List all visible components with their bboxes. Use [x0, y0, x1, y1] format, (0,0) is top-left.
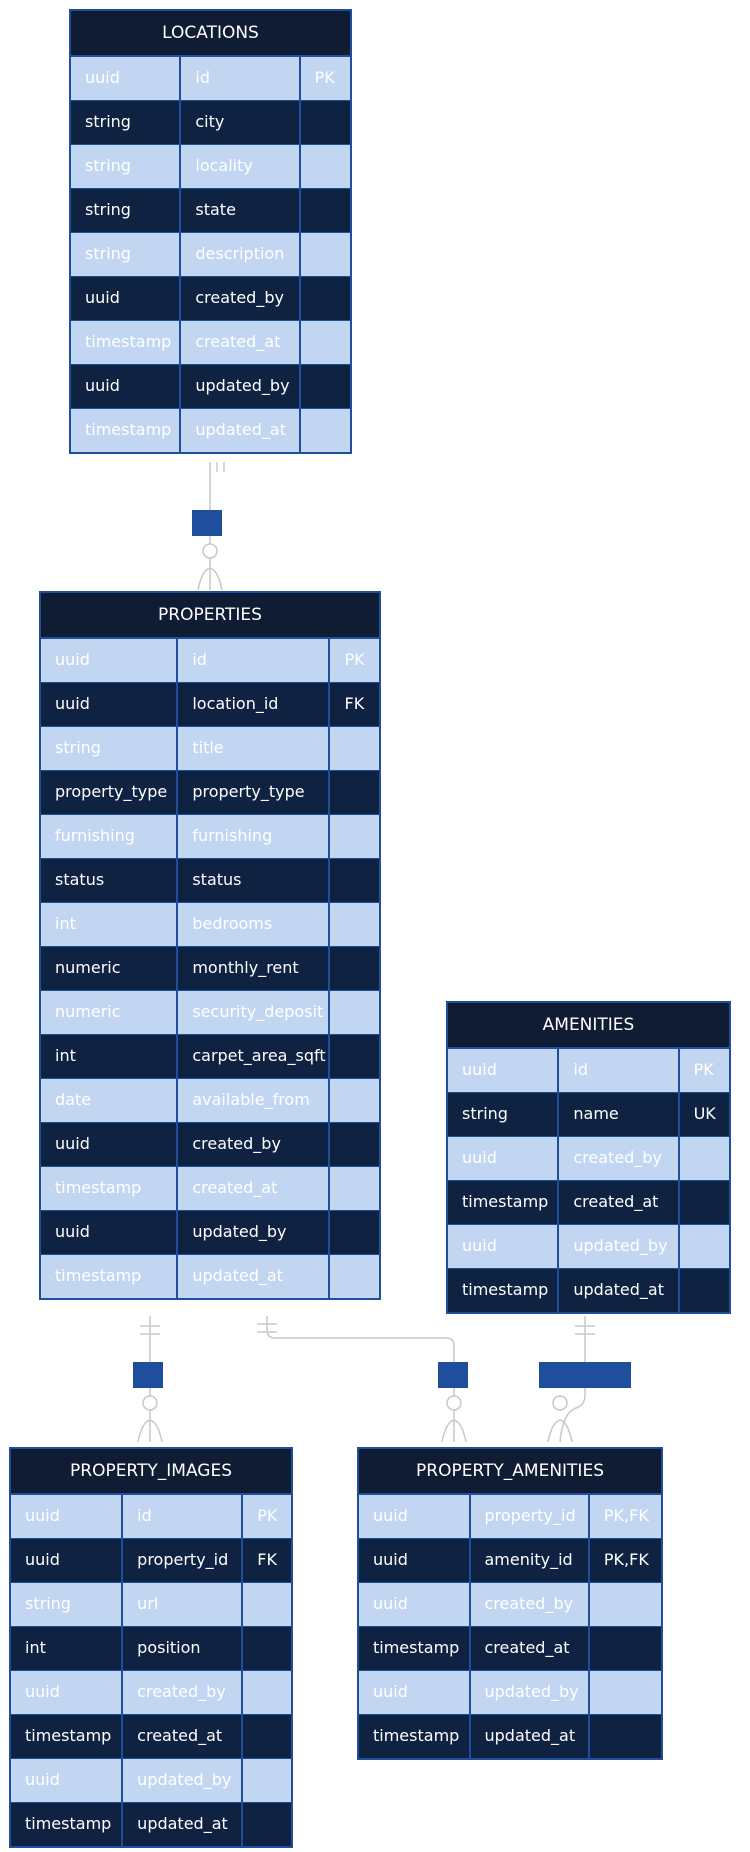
entity-title: PROPERTIES: [41, 593, 379, 638]
entity-property-amenities[interactable]: [357, 1447, 663, 1760]
relationship-label-box-locations-properties: [192, 510, 222, 536]
attribute-type: timestamp: [373, 1638, 460, 1657]
attribute-key: [328, 1211, 379, 1254]
attribute-name: updated_at: [557, 1269, 677, 1312]
attribute-key: PK: [299, 57, 350, 100]
attribute-key: [299, 321, 350, 364]
edge-properties-property-amenities: [257, 1316, 466, 1442]
attribute-type: string: [85, 200, 131, 219]
attribute-key: [241, 1759, 291, 1802]
attribute-type: uuid: [85, 288, 120, 307]
attribute-row-id: [448, 1048, 729, 1092]
attribute-row-city: [71, 100, 350, 144]
attribute-row-available-from: [41, 1078, 379, 1122]
attribute-key: [299, 277, 350, 320]
attribute-key: PK: [328, 639, 379, 682]
attribute-key: [328, 1079, 379, 1122]
attribute-row-updated-by: [448, 1224, 729, 1268]
attribute-row-locality: [71, 144, 350, 188]
attribute-row-furnishing: [41, 814, 379, 858]
attribute-type: date: [55, 1090, 92, 1109]
attribute-key: [678, 1269, 729, 1312]
attribute-name: property_id: [469, 1495, 588, 1538]
attribute-row-name: [448, 1092, 729, 1136]
attribute-name: position: [121, 1627, 241, 1670]
attribute-type: timestamp: [25, 1814, 112, 1833]
attribute-name: created_at: [176, 1167, 328, 1210]
attribute-row-updated-by: [11, 1758, 291, 1802]
attribute-type: furnishing: [55, 826, 135, 845]
attribute-type: uuid: [55, 1134, 90, 1153]
attribute-name: locality: [179, 145, 298, 188]
attribute-type: status: [55, 870, 105, 889]
attribute-type: string: [55, 738, 101, 757]
entity-title: AMENITIES: [448, 1003, 729, 1048]
entity-amenities[interactable]: [446, 1001, 731, 1314]
attribute-type: uuid: [85, 376, 120, 395]
attribute-name: updated_at: [121, 1803, 241, 1846]
attribute-name: created_at: [469, 1627, 588, 1670]
attribute-row-created-by: [11, 1670, 291, 1714]
attribute-key: [328, 903, 379, 946]
attribute-name: amenity_id: [469, 1539, 588, 1582]
attribute-key: [241, 1671, 291, 1714]
attribute-name: created_at: [557, 1181, 677, 1224]
attribute-name: property_type: [176, 771, 328, 814]
attribute-key: [328, 1167, 379, 1210]
attribute-row-created-at: [11, 1714, 291, 1758]
attribute-key: [678, 1225, 729, 1268]
attribute-row-updated-by: [41, 1210, 379, 1254]
attribute-row-created-by: [41, 1122, 379, 1166]
attribute-name: city: [179, 101, 298, 144]
attribute-key: [241, 1583, 291, 1626]
attribute-type: uuid: [462, 1060, 497, 1079]
attribute-key: PK,FK: [588, 1539, 661, 1582]
attribute-type: timestamp: [85, 332, 172, 351]
attribute-row-created-at: [359, 1626, 661, 1670]
attribute-type: timestamp: [55, 1178, 142, 1197]
entity-title: LOCATIONS: [71, 11, 350, 56]
attribute-type: uuid: [25, 1506, 60, 1525]
attribute-type: uuid: [55, 1222, 90, 1241]
relationship-label-box-properties-amenities: [438, 1362, 468, 1388]
attribute-row-position: [11, 1626, 291, 1670]
attribute-key: [328, 859, 379, 902]
attribute-type: string: [85, 244, 131, 263]
attribute-row-property-id: [359, 1494, 661, 1538]
attribute-row-state: [71, 188, 350, 232]
attribute-row-monthly-rent: [41, 946, 379, 990]
attribute-name: id: [179, 57, 298, 100]
attribute-key: PK: [241, 1495, 291, 1538]
attribute-type: timestamp: [25, 1726, 112, 1745]
attribute-row-description: [71, 232, 350, 276]
attribute-key: PK: [678, 1049, 729, 1092]
attribute-type: property_type: [55, 782, 168, 801]
attribute-type: uuid: [373, 1506, 408, 1525]
attribute-row-created-by: [359, 1582, 661, 1626]
attribute-type: timestamp: [85, 420, 172, 439]
attribute-key: [299, 145, 350, 188]
attribute-name: security_deposit: [176, 991, 328, 1034]
attribute-row-updated-at: [359, 1714, 661, 1758]
attribute-row-carpet-area-sqft: [41, 1034, 379, 1078]
entity-title: PROPERTY_AMENITIES: [359, 1449, 661, 1494]
attribute-name: carpet_area_sqft: [176, 1035, 328, 1078]
attribute-key: [588, 1715, 661, 1758]
attribute-type: uuid: [25, 1682, 60, 1701]
attribute-name: created_by: [121, 1671, 241, 1714]
attribute-name: name: [557, 1093, 677, 1136]
attribute-type: uuid: [55, 694, 90, 713]
attribute-type: uuid: [373, 1550, 408, 1569]
attribute-row-status: [41, 858, 379, 902]
attribute-type: string: [85, 112, 131, 131]
attribute-row-updated-at: [71, 408, 350, 452]
attribute-name: url: [121, 1583, 241, 1626]
attribute-type: uuid: [462, 1148, 497, 1167]
attribute-row-updated-by: [359, 1670, 661, 1714]
attribute-row-location-id: [41, 682, 379, 726]
attribute-name: location_id: [176, 683, 328, 726]
attribute-name: updated_at: [469, 1715, 588, 1758]
entity-properties[interactable]: [39, 591, 381, 1300]
attribute-key: [299, 365, 350, 408]
attribute-key: [328, 727, 379, 770]
attribute-key: [328, 771, 379, 814]
relationship-label-box-properties-images: [133, 1362, 163, 1388]
attribute-type: string: [462, 1104, 508, 1123]
attribute-row-created-by: [71, 276, 350, 320]
attribute-key: [678, 1137, 729, 1180]
attribute-type: timestamp: [373, 1726, 460, 1745]
attribute-key: [241, 1803, 291, 1846]
attribute-row-url: [11, 1582, 291, 1626]
attribute-type: timestamp: [462, 1280, 549, 1299]
attribute-name: id: [557, 1049, 677, 1092]
attribute-key: [241, 1715, 291, 1758]
attribute-row-id: [71, 56, 350, 100]
attribute-row-title: [41, 726, 379, 770]
entity-locations[interactable]: [69, 9, 352, 454]
attribute-key: [299, 189, 350, 232]
attribute-row-updated-at: [41, 1254, 379, 1298]
attribute-row-amenity-id: [359, 1538, 661, 1582]
attribute-key: [588, 1671, 661, 1714]
attribute-name: updated_at: [179, 409, 298, 452]
attribute-key: UK: [678, 1093, 729, 1136]
attribute-type: int: [55, 1046, 76, 1065]
attribute-key: [588, 1627, 661, 1670]
attribute-row-id: [11, 1494, 291, 1538]
attribute-key: [299, 233, 350, 276]
attribute-row-id: [41, 638, 379, 682]
attribute-type: uuid: [373, 1594, 408, 1613]
attribute-name: description: [179, 233, 298, 276]
attribute-name: created_by: [179, 277, 298, 320]
attribute-key: [328, 1035, 379, 1078]
attribute-key: [328, 815, 379, 858]
attribute-key: [299, 101, 350, 144]
attribute-name: furnishing: [176, 815, 328, 858]
attribute-row-updated-by: [71, 364, 350, 408]
attribute-name: updated_by: [176, 1211, 328, 1254]
attribute-row-security-deposit: [41, 990, 379, 1034]
entity-property-images[interactable]: [9, 1447, 293, 1848]
attribute-key: FK: [241, 1539, 291, 1582]
attribute-type: uuid: [462, 1236, 497, 1255]
attribute-row-property-type: [41, 770, 379, 814]
attribute-name: updated_by: [179, 365, 298, 408]
attribute-name: id: [121, 1495, 241, 1538]
attribute-key: [328, 947, 379, 990]
attribute-row-created-by: [448, 1136, 729, 1180]
attribute-type: uuid: [55, 650, 90, 669]
attribute-key: [328, 1255, 379, 1298]
attribute-type: int: [55, 914, 76, 933]
attribute-name: bedrooms: [176, 903, 328, 946]
attribute-name: updated_at: [176, 1255, 328, 1298]
attribute-type: numeric: [55, 1002, 121, 1021]
attribute-name: title: [176, 727, 328, 770]
attribute-key: [678, 1181, 729, 1224]
attribute-name: created_at: [121, 1715, 241, 1758]
attribute-row-created-at: [448, 1180, 729, 1224]
attribute-name: updated_by: [557, 1225, 677, 1268]
attribute-name: updated_by: [121, 1759, 241, 1802]
attribute-name: property_id: [121, 1539, 241, 1582]
attribute-type: timestamp: [55, 1266, 142, 1285]
attribute-row-updated-at: [448, 1268, 729, 1312]
attribute-row-property-id: [11, 1538, 291, 1582]
attribute-name: id: [176, 639, 328, 682]
attribute-name: created_by: [557, 1137, 677, 1180]
attribute-key: [299, 409, 350, 452]
attribute-name: state: [179, 189, 298, 232]
attribute-key: [241, 1627, 291, 1670]
relationship-label-box-amenities-property-amenities: [539, 1362, 631, 1388]
attribute-type: uuid: [373, 1682, 408, 1701]
attribute-row-bedrooms: [41, 902, 379, 946]
attribute-type: uuid: [25, 1550, 60, 1569]
attribute-row-created-at: [41, 1166, 379, 1210]
attribute-name: created_by: [176, 1123, 328, 1166]
attribute-key: FK: [328, 683, 379, 726]
entity-title: PROPERTY_IMAGES: [11, 1449, 291, 1494]
attribute-key: [588, 1583, 661, 1626]
attribute-row-created-at: [71, 320, 350, 364]
attribute-row-updated-at: [11, 1802, 291, 1846]
attribute-name: created_at: [179, 321, 298, 364]
attribute-type: numeric: [55, 958, 121, 977]
attribute-name: status: [176, 859, 328, 902]
attribute-type: uuid: [25, 1770, 60, 1789]
attribute-type: uuid: [85, 68, 120, 87]
attribute-type: timestamp: [462, 1192, 549, 1211]
attribute-type: string: [85, 156, 131, 175]
attribute-type: string: [25, 1594, 71, 1613]
attribute-type: int: [25, 1638, 46, 1657]
attribute-name: available_from: [176, 1079, 328, 1122]
attribute-key: [328, 991, 379, 1034]
attribute-name: created_by: [469, 1583, 588, 1626]
attribute-key: [328, 1123, 379, 1166]
attribute-name: monthly_rent: [176, 947, 328, 990]
attribute-name: updated_by: [469, 1671, 588, 1714]
attribute-key: PK,FK: [588, 1495, 661, 1538]
